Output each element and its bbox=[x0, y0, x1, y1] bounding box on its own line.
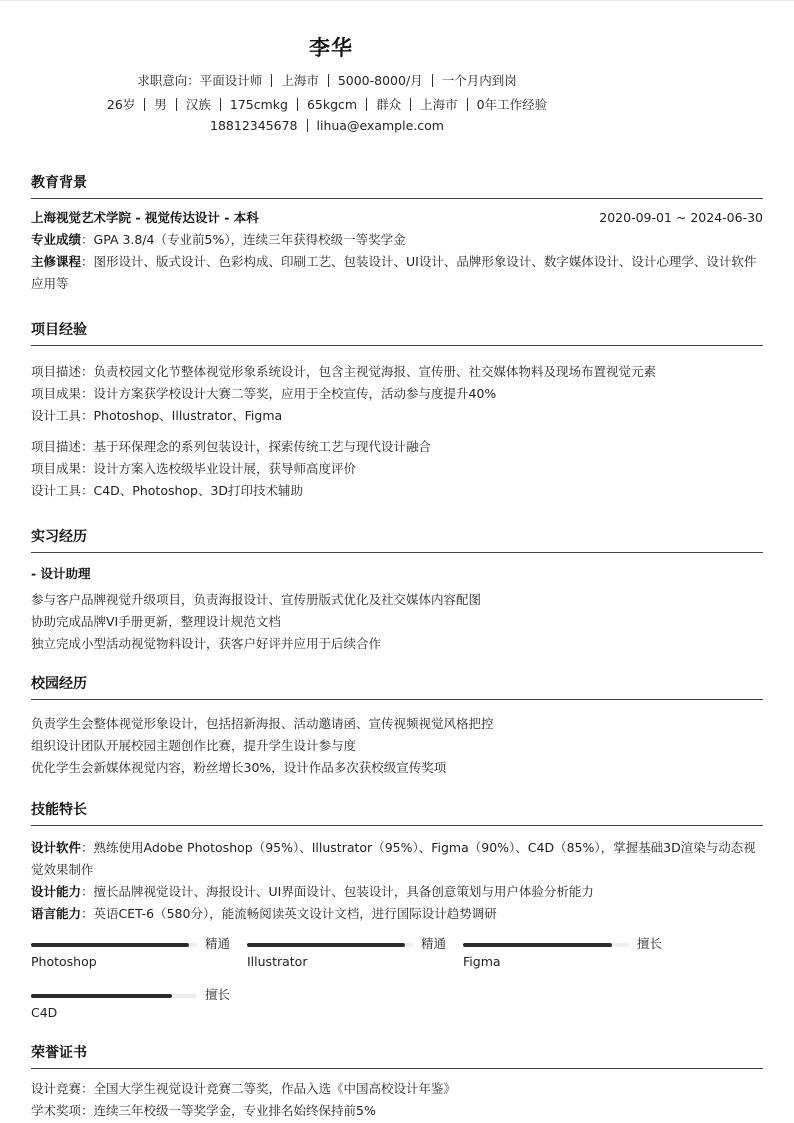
skill-fill bbox=[31, 943, 189, 947]
internship-duty: 协助完成品牌VI手册更新，整理设计规范文档 bbox=[31, 614, 281, 629]
software-label: 设计软件 bbox=[31, 840, 82, 855]
language-text: ：英语CET-6（580分），能流畅阅读英文设计文档，进行国际设计趋势调研 bbox=[81, 906, 497, 921]
job-intent-row bbox=[0, 71, 654, 89]
separator bbox=[432, 74, 433, 87]
personal-info-row bbox=[0, 95, 654, 113]
separator bbox=[297, 98, 298, 111]
ability-text: ：擅长品牌视觉设计、海报设计、UI界面设计、包装设计，具备创意策划与用户体验分析能力 bbox=[81, 884, 594, 899]
intent-salary: 5000-8000/月 bbox=[337, 73, 423, 88]
intent-availability: 一个月内到岗 bbox=[441, 73, 517, 88]
role-title: - 设计助理 bbox=[31, 566, 91, 581]
skill-track bbox=[463, 943, 629, 947]
skill-fill bbox=[463, 943, 612, 947]
political-status: 群众 bbox=[376, 97, 402, 112]
residence: 上海市 bbox=[420, 97, 458, 112]
project-tools: 设计工具：C4D、Photoshop、3D打印技术辅助 bbox=[31, 483, 304, 498]
skill-name: Figma bbox=[463, 954, 501, 969]
internship-duty: 独立完成小型活动视觉物料设计，获客户好评并应用于后续合作 bbox=[31, 636, 382, 651]
ability-line bbox=[31, 881, 763, 903]
education-date: 2020-09-01 ~ 2024-06-30 bbox=[599, 210, 763, 225]
internship-section bbox=[31, 527, 763, 655]
section-title: 荣誉证书 bbox=[31, 1045, 87, 1061]
campus-item: 负责学生会整体视觉形象设计，包括招新海报、活动邀请函、宣传视频视觉风格把控 bbox=[31, 716, 494, 731]
skill-fill bbox=[31, 994, 172, 998]
work-experience: 0年工作经验 bbox=[476, 97, 548, 112]
separator bbox=[220, 98, 221, 111]
skill-level: 精通 bbox=[205, 936, 231, 951]
separator bbox=[307, 119, 308, 132]
separator bbox=[410, 98, 411, 111]
campus-section bbox=[31, 674, 763, 779]
language-line bbox=[31, 903, 763, 925]
separator bbox=[366, 98, 367, 111]
project-result: 项目成果：设计方案获学校设计大赛二等奖，应用于全校宣传，活动参与度提升40% bbox=[31, 386, 497, 401]
contact-row bbox=[0, 118, 654, 133]
honor-item: 设计竞赛：全国大学生视觉设计竞赛二等奖，作品入选《中国高校设计年鉴》 bbox=[31, 1081, 457, 1096]
project-tools: 设计工具：Photoshop、Illustrator、Figma bbox=[31, 408, 283, 423]
skill-name: C4D bbox=[31, 1005, 58, 1020]
campus-item: 优化学生会新媒体视觉内容，粉丝增长30%，设计作品多次获校级宣传奖项 bbox=[31, 760, 447, 775]
skill-level: 擅长 bbox=[637, 936, 663, 951]
separator bbox=[467, 98, 468, 111]
skill-track bbox=[31, 943, 197, 947]
separator bbox=[176, 98, 177, 111]
skill-name: Photoshop bbox=[31, 954, 97, 969]
skill-track bbox=[247, 943, 413, 947]
grades-text: ：GPA 3.8/4（专业前5%），连续三年获得校级一等奖学金 bbox=[81, 232, 406, 247]
weight: 65kgcm bbox=[306, 97, 358, 112]
section-divider bbox=[31, 198, 763, 199]
section-title: 实习经历 bbox=[31, 529, 87, 545]
separator bbox=[271, 74, 272, 87]
courses-label: 主修课程 bbox=[31, 254, 82, 269]
skills-section bbox=[31, 800, 763, 925]
ability-label: 设计能力 bbox=[31, 884, 82, 899]
email: lihua@example.com bbox=[316, 118, 444, 133]
top-border bbox=[0, 0, 794, 1]
section-title: 教育背景 bbox=[31, 175, 87, 191]
projects-section bbox=[31, 320, 763, 502]
intent-city: 上海市 bbox=[281, 73, 319, 88]
ethnicity: 汉族 bbox=[185, 97, 211, 112]
section-title: 技能特长 bbox=[31, 802, 87, 818]
skill-level: 精通 bbox=[421, 936, 447, 951]
section-title: 项目经验 bbox=[31, 322, 87, 338]
courses-text: ：图形设计、版式设计、色彩构成、印刷工艺、包装设计、UI设计、品牌形象设计、数字媒体设计、设计心理学、设计软件应用等 bbox=[31, 254, 757, 291]
internship-duty: 参与客户品牌视觉升级项目，负责海报设计、宣传册版式优化及社交媒体内容配图 bbox=[31, 592, 482, 607]
skill-track bbox=[31, 994, 197, 998]
section-title: 校园经历 bbox=[31, 676, 87, 692]
height: 175cmkg bbox=[229, 97, 288, 112]
age: 26岁 bbox=[106, 97, 136, 112]
skill-fill bbox=[247, 943, 405, 947]
software-line bbox=[31, 837, 763, 881]
job-intent: 求职意向：平面设计师 bbox=[137, 73, 263, 88]
campus-item: 组织设计团队开展校园主题创作比赛，提升学生设计参与度 bbox=[31, 738, 357, 753]
skill-name: Illustrator bbox=[247, 954, 308, 969]
school-name: 上海视觉艺术学院 - 视觉传达设计 - 本科 bbox=[31, 210, 259, 225]
separator bbox=[144, 98, 145, 111]
phone: 18812345678 bbox=[210, 118, 298, 133]
candidate-name: 李华 bbox=[309, 36, 353, 60]
honors-section bbox=[31, 1043, 763, 1122]
honor-item: 学术奖项：连续三年校级一等奖学金，专业排名始终保持前5% bbox=[31, 1103, 376, 1118]
internship-role bbox=[31, 563, 763, 585]
project-description: 项目描述：基于环保理念的系列包装设计，探索传统工艺与现代设计融合 bbox=[31, 439, 432, 454]
education-header bbox=[31, 207, 763, 229]
grades-line bbox=[31, 229, 763, 251]
skill-level: 擅长 bbox=[205, 987, 231, 1002]
grades-label: 专业成绩 bbox=[31, 232, 82, 247]
project-description: 项目描述：负责校园文化节整体视觉形象系统设计，包含主视觉海报、宣传册、社交媒体物料及现场布置视觉元素 bbox=[31, 364, 657, 379]
gender: 男 bbox=[154, 97, 167, 112]
software-text: ：熟练使用Adobe Photoshop（95%）、Illustrator（95%）、Figma（90%）、C4D（85%），掌握基础3D渲染与动态视觉效果制作 bbox=[31, 840, 756, 877]
project-result: 项目成果：设计方案入选校级毕业设计展，获导师高度评价 bbox=[31, 461, 357, 476]
separator bbox=[328, 74, 329, 87]
courses-line bbox=[31, 251, 763, 295]
education-section bbox=[31, 173, 763, 295]
language-label: 语言能力 bbox=[31, 906, 82, 921]
